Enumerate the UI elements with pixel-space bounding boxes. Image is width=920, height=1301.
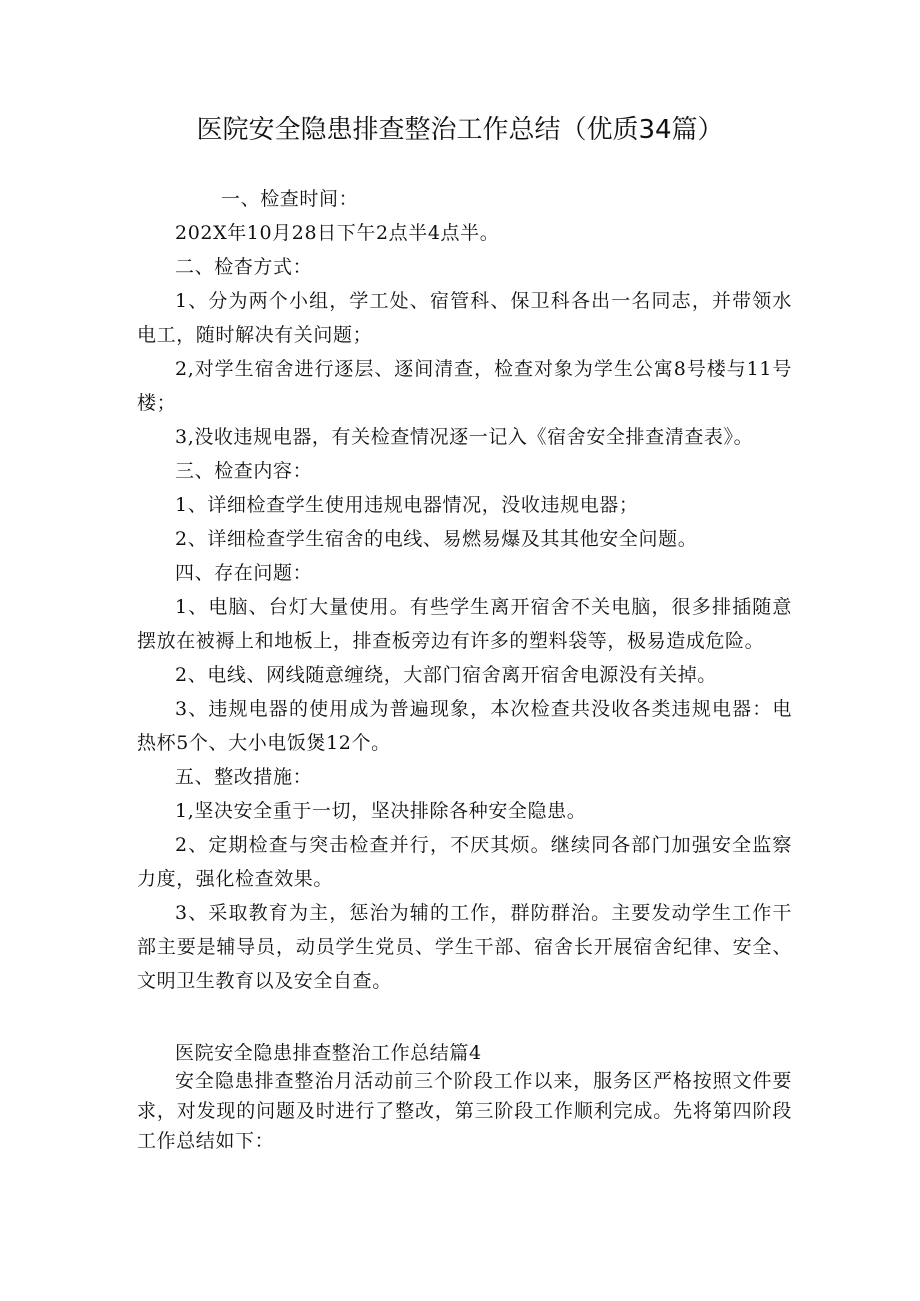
document-title: 医院安全隐患排查整治工作总结（优质34篇）: [196, 115, 724, 145]
document-body-section-1: [137, 182, 792, 998]
paragraph-heading-rectification-measures: 五、整改措施：: [175, 766, 313, 788]
paragraph-inspection-time-value: 202X年10月28日下午2点半4点半。: [175, 222, 500, 244]
paragraph-heading-inspection-content: 三、检查内容：: [175, 460, 313, 482]
paragraph-problem-1: 1、电脑、台灯大量使用。有些学生离开宿舍不关电脑，很多排插随意摆放在被褥上和地板上，排查板旁边有许多的塑料袋等，极易造成危险。: [137, 596, 792, 652]
paragraph-measure-1: 1,坚决安全重于一切，坚决排除各种安全隐患。: [175, 800, 587, 822]
document-body-section-2: [137, 1036, 792, 1156]
section-2-heading: 医院安全隐患排查整治工作总结篇4: [175, 1042, 482, 1064]
paragraph-content-2: 2、详细检查学生宿舍的电线、易燃易爆及其其他安全问题。: [175, 528, 698, 550]
paragraph-method-2: 2,对学生宿舍进行逐层、逐间清查，检查对象为学生公寓8号楼与11号楼；: [137, 358, 792, 414]
paragraph-heading-inspection-method: 二、检杳方式：: [175, 256, 313, 278]
paragraph-problem-2: 2、电线、网线随意缠绕，大部门宿舍离开宿舍电源没有关掉。: [175, 664, 717, 686]
paragraph-method-1: 1、分为两个小组，学工处、宿管科、保卫科各出一名同志，并带领水电工，随时解决有关问题；: [137, 290, 792, 346]
paragraph-heading-inspection-time: 一、检查时间：: [221, 188, 359, 210]
paragraph-measure-2: 2、定期检查与突击检查并行，不厌其烦。继续同各部门加强安全监察力度，强化检查效果。: [137, 834, 792, 890]
paragraph-method-3: 3,没收违规电器，有关检查情况逐一记入《宿舍安全排查清查表》。: [175, 426, 754, 448]
section-2-paragraph: 安全隐患排查整治月活动前三个阶段工作以来，服务区严格按照文件要求，对发现的问题及时进行了整改，第三阶段工作顺利完成。先将第四阶段工作总结如下：: [137, 1070, 792, 1152]
paragraph-content-1: 1、详细检查学生使用违规电器情况，没收违规电器；: [175, 494, 639, 516]
paragraph-problem-3: 3、违规电器的使用成为普遍现象，本次检查共没收各类违规电器：电热杯5个、大小电饭煲12个。: [137, 698, 792, 754]
paragraph-measure-3: 3、采取教育为主，惩治为辅的工作，群防群治。主要发动学生工作干部主要是辅导员，动员学生党员、学生干部、宿舍长开展宿舍纪律、安全、文明卫生教育以及安全自查。: [137, 902, 792, 992]
paragraph-heading-existing-problems: 四、存在问题：: [175, 562, 313, 584]
